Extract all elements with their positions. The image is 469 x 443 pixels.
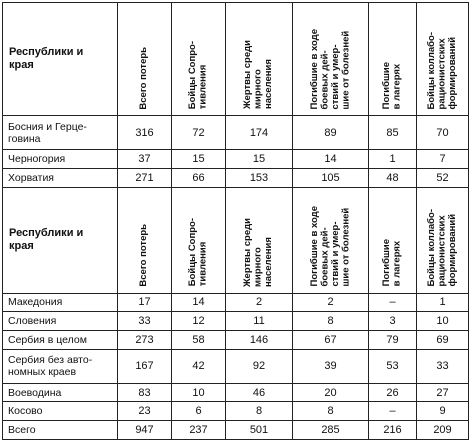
column-header-cell — [118, 3, 172, 116]
column-header-cell — [417, 3, 469, 116]
column-header-wrap — [369, 0, 416, 115]
value-cell: 1 — [417, 293, 469, 312]
value-cell: 501 — [226, 421, 293, 440]
column-header: Бойцы Сопро- тивления — [187, 218, 209, 287]
region-name: Воеводина — [8, 386, 62, 399]
table-row — [3, 402, 469, 421]
table-body — [3, 3, 469, 440]
value-cell: 167 — [118, 349, 172, 383]
value-cell: 10 — [417, 312, 469, 331]
value-cell: – — [369, 293, 417, 312]
region-cell — [3, 150, 118, 169]
region-name: Босния и Герце- говина — [8, 120, 87, 145]
value-cell: 3 — [369, 312, 417, 331]
region-name: Сербия в целом — [8, 333, 87, 346]
value-cell: 10 — [172, 383, 226, 402]
value-cell: 8 — [293, 402, 369, 421]
column-header-cell — [369, 3, 417, 116]
column-header-wrap — [369, 182, 416, 293]
value-cell: 52 — [417, 169, 469, 188]
value-cell: 79 — [369, 330, 417, 349]
column-header-wrap — [226, 182, 292, 293]
table-row — [3, 383, 469, 402]
value-cell: 2 — [226, 293, 293, 312]
value-cell: 209 — [417, 421, 469, 440]
value-cell: 69 — [417, 330, 469, 349]
region-cell — [3, 169, 118, 188]
header-title: Республики и края — [9, 227, 84, 253]
column-header-cell — [172, 3, 226, 116]
value-cell: 20 — [293, 383, 369, 402]
column-header: Бойцы коллабо- рационистских формирований — [425, 31, 458, 110]
region-cell — [3, 349, 118, 383]
value-cell: 285 — [293, 421, 369, 440]
value-cell: 174 — [226, 116, 293, 150]
value-cell: 271 — [118, 169, 172, 188]
region-name: Сербия без авто- номных краев — [8, 354, 93, 379]
value-cell: 37 — [118, 150, 172, 169]
value-cell: 146 — [226, 330, 293, 349]
region-cell — [3, 293, 118, 312]
value-cell: 33 — [417, 349, 469, 383]
column-header: Погибшие в лагерях — [381, 239, 403, 287]
column-header-wrap — [172, 0, 225, 115]
column-header-wrap — [293, 182, 368, 293]
column-header-wrap — [172, 182, 225, 293]
value-cell: 89 — [293, 116, 369, 150]
value-cell: 237 — [172, 421, 226, 440]
value-cell: 316 — [118, 116, 172, 150]
header-title: Республики и края — [9, 46, 84, 72]
value-cell: 72 — [172, 116, 226, 150]
value-cell: 2 — [293, 293, 369, 312]
column-header-cell — [417, 187, 469, 293]
value-cell: 12 — [172, 312, 226, 331]
region-cell — [3, 383, 118, 402]
region-name: Словения — [8, 315, 57, 328]
value-cell: 85 — [369, 116, 417, 150]
value-cell: 33 — [118, 312, 172, 331]
value-cell: 70 — [417, 116, 469, 150]
table-row — [3, 116, 469, 150]
table-row — [3, 293, 469, 312]
value-cell: 92 — [226, 349, 293, 383]
region-name: Македония — [8, 296, 63, 309]
value-cell: 27 — [417, 383, 469, 402]
value-cell: 14 — [172, 293, 226, 312]
column-header-cell — [226, 3, 293, 116]
column-header-cell — [172, 187, 226, 293]
column-header: Погибшие в ходе боевых дей- ствий и умер- шие от болезней — [308, 206, 351, 287]
column-header: Жертвы среди мирного населения — [242, 217, 275, 287]
column-header-cell — [293, 3, 369, 116]
value-cell: 46 — [226, 383, 293, 402]
value-cell: 8 — [226, 402, 293, 421]
region-name: Хорватия — [8, 172, 54, 185]
column-header-cell — [369, 187, 417, 293]
value-cell: 26 — [369, 383, 417, 402]
column-header-wrap — [417, 0, 468, 115]
value-cell: 23 — [118, 402, 172, 421]
header-row-1 — [3, 3, 469, 116]
value-cell: 8 — [293, 312, 369, 331]
value-cell: 58 — [172, 330, 226, 349]
column-header-cell — [293, 187, 369, 293]
column-header-wrap — [293, 0, 368, 115]
table-row — [3, 349, 469, 383]
column-header-wrap — [118, 182, 171, 293]
value-cell: 17 — [118, 293, 172, 312]
region-cell — [3, 402, 118, 421]
war-losses-table — [2, 2, 469, 440]
region-cell — [3, 312, 118, 331]
column-header: Бойцы коллабо- рационистских формирований — [425, 209, 458, 287]
value-cell: 48 — [369, 169, 417, 188]
column-header: Бойцы Сопро- тивления — [187, 41, 209, 110]
column-header: Погибшие в ходе боевых дей- ствий и умер- шие от болезней — [308, 28, 351, 110]
region-name: Косово — [8, 405, 43, 418]
table-row — [3, 312, 469, 331]
value-cell: 9 — [417, 402, 469, 421]
value-cell: – — [369, 402, 417, 421]
header-title-cell — [3, 3, 118, 116]
column-header-cell — [226, 187, 293, 293]
header-row-2 — [3, 187, 469, 293]
value-cell: 7 — [417, 150, 469, 169]
table-row — [3, 330, 469, 349]
value-cell: 15 — [172, 150, 226, 169]
value-cell: 67 — [293, 330, 369, 349]
region-cell — [3, 330, 118, 349]
column-header: Жертвы среди мирного населения — [242, 40, 275, 110]
value-cell: 14 — [293, 150, 369, 169]
value-cell: 6 — [172, 402, 226, 421]
table-row — [3, 150, 469, 169]
value-cell: 42 — [172, 349, 226, 383]
value-cell: 1 — [369, 150, 417, 169]
header-title-cell — [3, 187, 118, 293]
region-name: Всего — [8, 424, 36, 437]
value-cell: 105 — [293, 169, 369, 188]
region-name: Черногория — [8, 153, 66, 166]
column-header-wrap — [226, 0, 292, 115]
column-header: Всего потерь — [138, 223, 150, 287]
column-header-wrap — [118, 0, 171, 115]
column-header-wrap — [417, 182, 468, 293]
value-cell: 53 — [369, 349, 417, 383]
column-header: Всего потерь — [138, 46, 150, 110]
region-cell — [3, 116, 118, 150]
value-cell: 216 — [369, 421, 417, 440]
value-cell: 273 — [118, 330, 172, 349]
column-header-cell — [118, 187, 172, 293]
value-cell: 947 — [118, 421, 172, 440]
value-cell: 66 — [172, 169, 226, 188]
table-row — [3, 421, 469, 440]
region-cell — [3, 421, 118, 440]
value-cell: 15 — [226, 150, 293, 169]
value-cell: 11 — [226, 312, 293, 331]
value-cell: 39 — [293, 349, 369, 383]
value-cell: 153 — [226, 169, 293, 188]
value-cell: 83 — [118, 383, 172, 402]
column-header: Погибшие в лагерях — [381, 62, 403, 110]
